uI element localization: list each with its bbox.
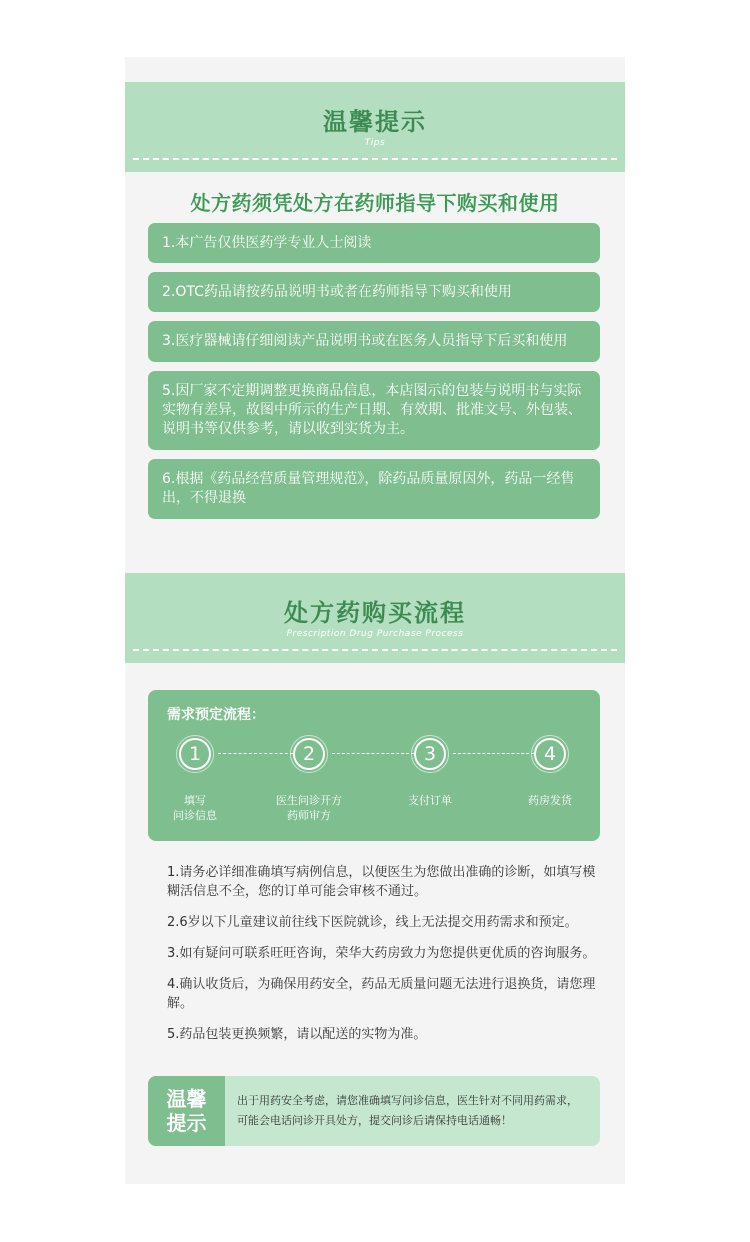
content-panel — [125, 57, 625, 1184]
step-3-label: 支付订单 — [408, 794, 452, 807]
note-item: 1.本广告仅供医药学专业人士阅读 — [148, 223, 600, 263]
tips-title: 温馨提示 — [323, 108, 427, 136]
step-connector — [332, 753, 414, 754]
step-4-label: 药房发货 — [528, 794, 572, 807]
process-header-band — [125, 573, 625, 663]
tip-text: 出于用药安全考虑，请您准确填写问诊信息，医生针对不同用药需求，可能会电话问诊开具处方，提交问诊后请保持电话通畅！ — [237, 1094, 578, 1127]
prescription-headline: 处方药须凭处方在药师指导下购买和使用 — [190, 191, 560, 215]
dashed-divider — [133, 158, 617, 160]
tip-badge-line1: 温馨 — [166, 1087, 207, 1111]
note-item: 3.医疗器械请仔细阅读产品说明书或在医务人员指导下后买和使用 — [148, 321, 600, 362]
step-2-circle: 2 — [293, 738, 325, 770]
purchase-rules — [167, 863, 597, 1056]
tip-badge — [148, 1076, 225, 1146]
warm-tip-box — [148, 1076, 600, 1146]
rule-item: 4.确认收货后，为确保用药安全，药品无质量问题无法进行退换货，请您理解。 — [167, 977, 596, 1011]
tip-badge-line2: 提示 — [166, 1111, 207, 1135]
note-item: 6.根据《药品经营质量管理规范》，除药品质量原因外，药品一经售出，不得退换 — [148, 459, 600, 519]
rule-item: 1.请务必详细准确填写病例信息，以便医生为您做出准确的诊断，如填写模糊活信息不全，您的订单可能会审核不通过。 — [167, 865, 596, 899]
flow-steps — [148, 738, 600, 838]
note-item: 2.OTC药品请按药品说明书或者在药师指导下购买和使用 — [148, 272, 600, 312]
note-item: 5.因厂家不定期调整更换商品信息，本店图示的包装与说明书与实际实物有差异，故图中所示的生产日期、有效期、批准文号、外包装、说明书等仅供参考，请以收到实货为主。 — [148, 371, 600, 450]
rule-item: 2.6岁以下儿童建议前往线下医院就诊，线上无法提交用药需求和预定。 — [167, 915, 578, 930]
rule-item: 3.如有疑问可联系旺旺咨询，荣华大药房致力为您提供更优质的咨询服务。 — [167, 946, 596, 961]
tips-subtitle: Tips — [364, 138, 386, 148]
rule-item: 5.药品包装更换频繁，请以配送的实物为准。 — [167, 1027, 427, 1042]
dashed-divider — [133, 649, 617, 651]
step-connector — [453, 753, 534, 754]
step-connector — [218, 753, 293, 754]
flow-title: 需求预定流程： — [167, 707, 265, 723]
notes-list — [148, 223, 600, 528]
step-3-circle: 3 — [414, 738, 446, 770]
step-1-circle: 1 — [179, 738, 211, 770]
booking-flow-card — [148, 690, 600, 841]
process-title: 处方药购买流程 — [284, 599, 466, 627]
step-1-label: 填写 问诊信息 — [173, 794, 217, 822]
step-4-circle: 4 — [534, 738, 566, 770]
process-subtitle: Prescription Drug Purchase Process — [286, 629, 464, 639]
step-2-label: 医生问诊开方 药师审方 — [276, 794, 342, 822]
tips-header-band — [125, 82, 625, 172]
